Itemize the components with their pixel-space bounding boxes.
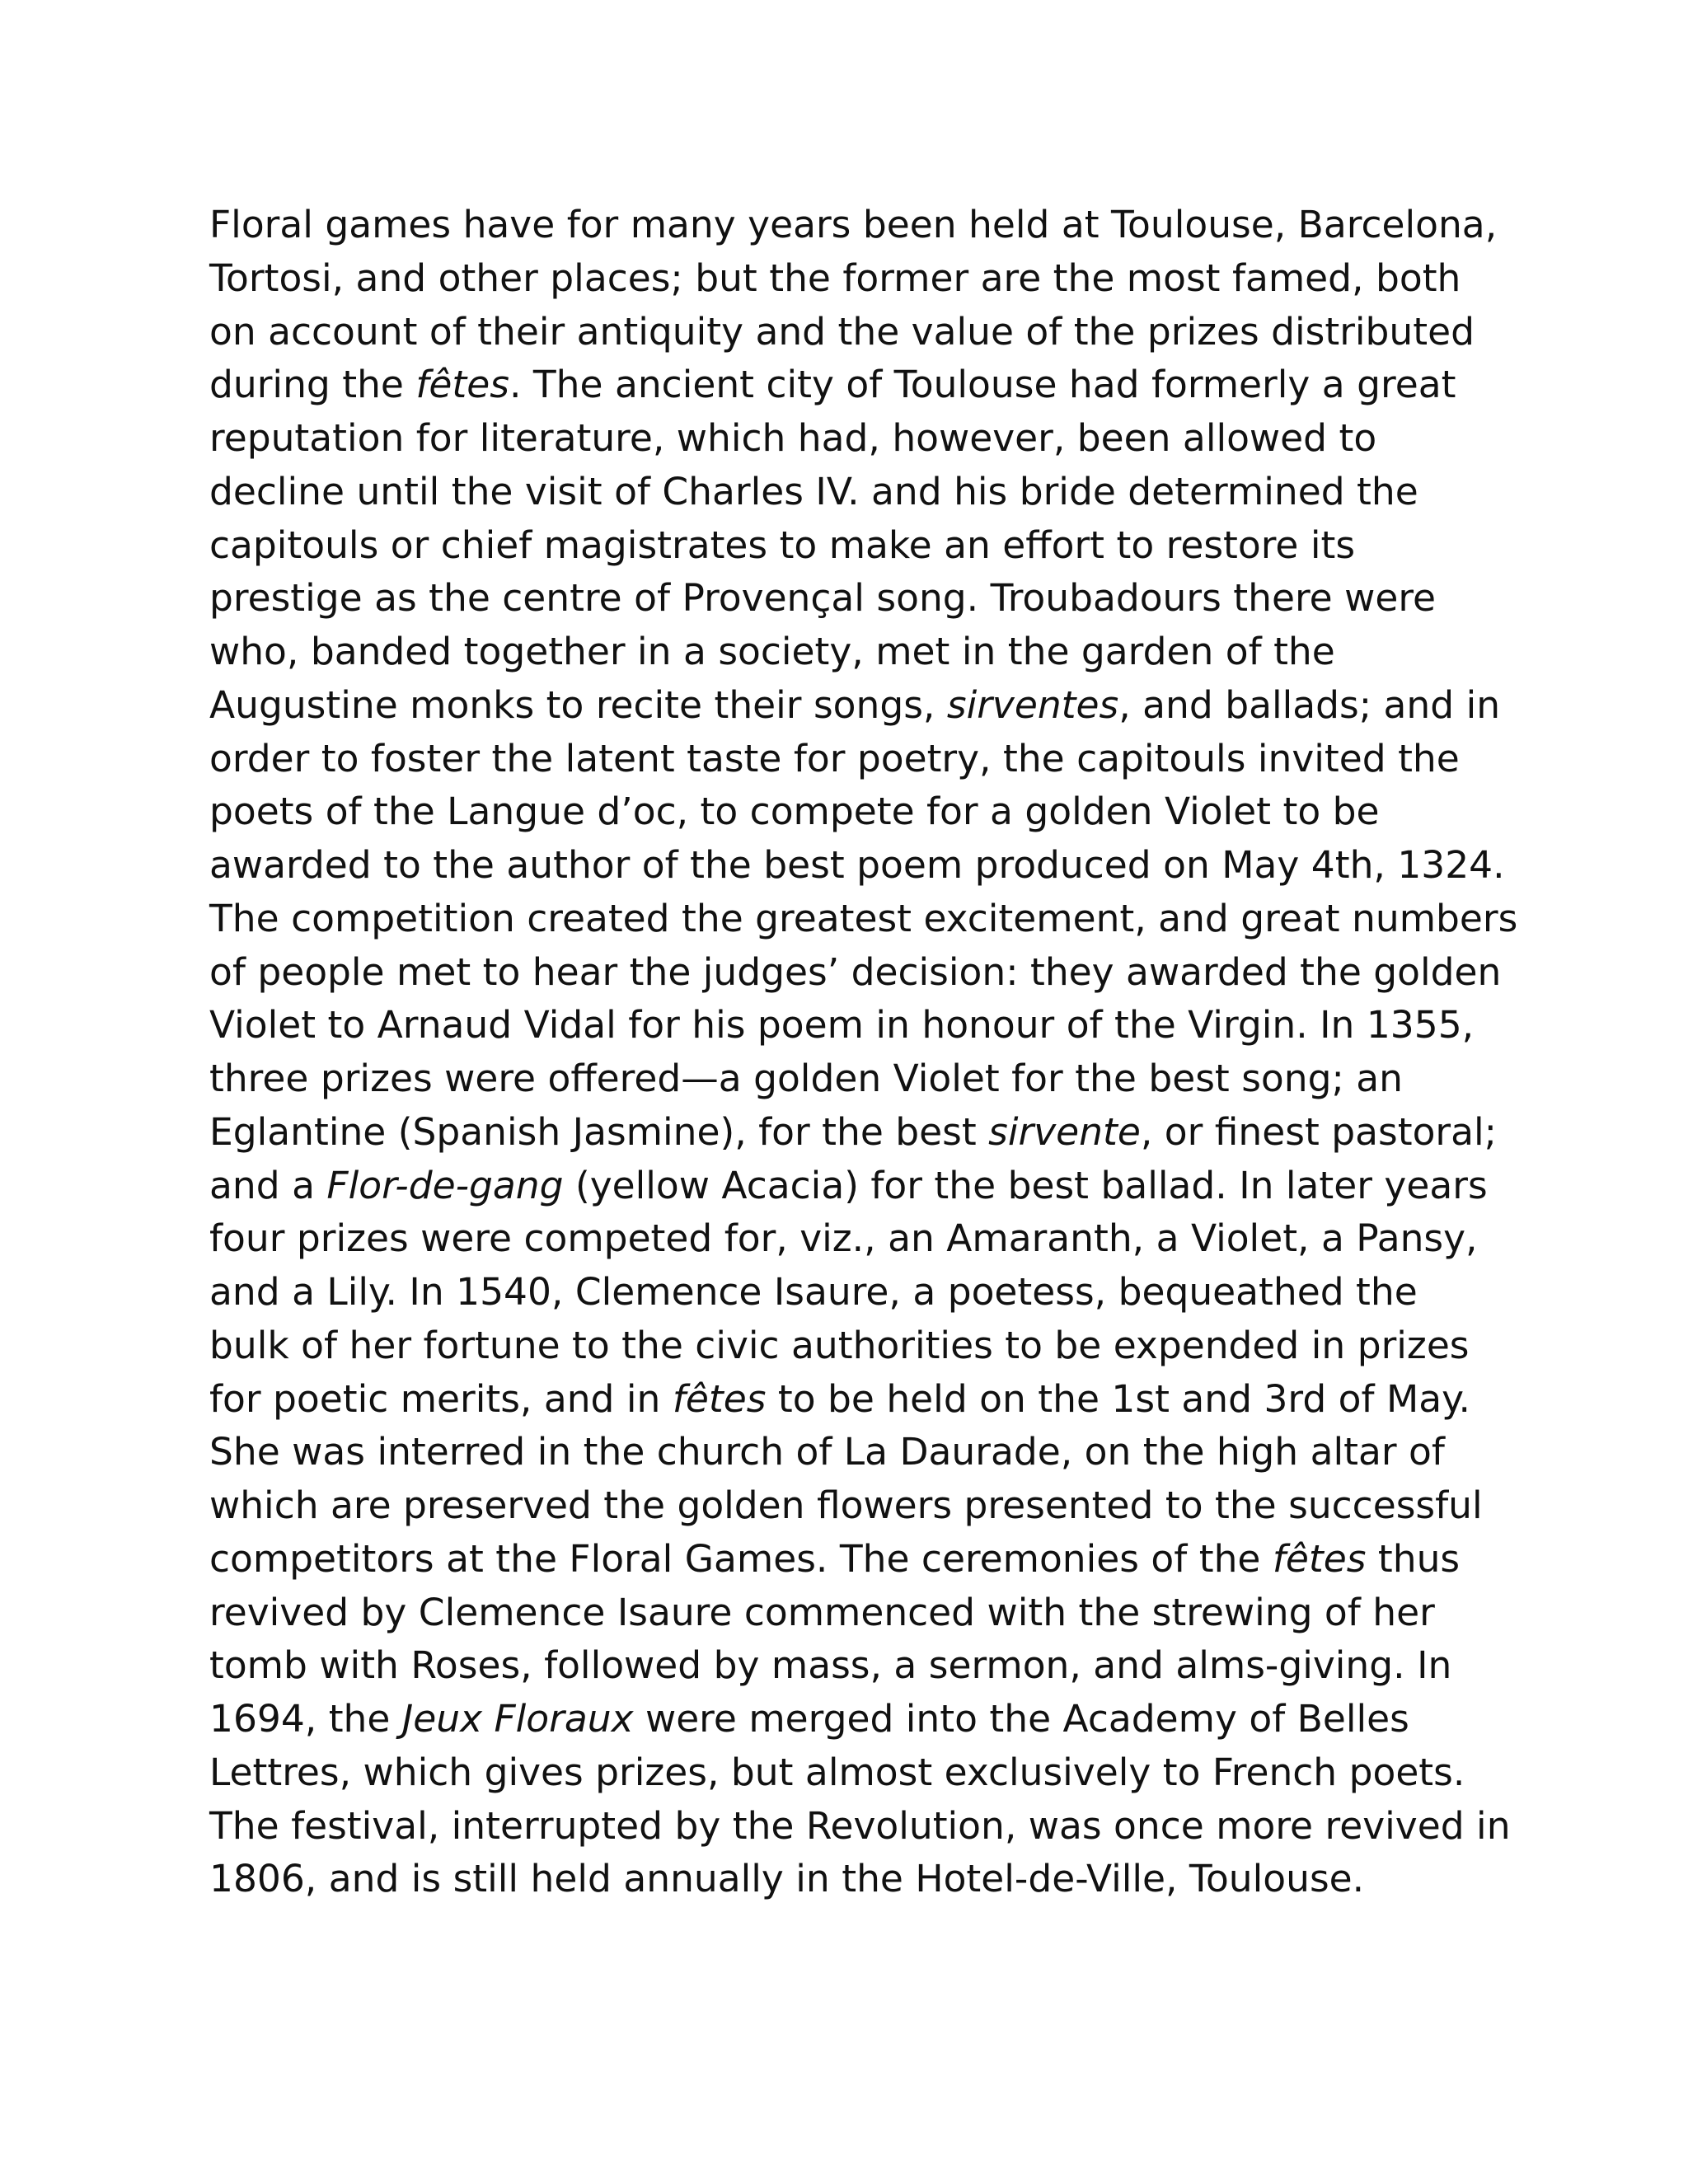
text-line: [209, 1319, 1512, 1373]
text-segment: three prizes were offered—a golden Violet for the best song; an: [209, 1057, 1403, 1100]
text-segment: four prizes were competed for, viz., an Amaranth, a Violet, a Pansy,: [209, 1216, 1478, 1261]
text-line: [209, 519, 1512, 573]
text-line: [209, 412, 1512, 466]
text-segment: tomb with Roses, followed by mass, a sermon, and alms-giving. In: [209, 1643, 1452, 1688]
italic-term: Flor-de-gang: [326, 1163, 564, 1207]
text-segment: Augustine monks to recite their songs,: [209, 682, 947, 727]
text-segment: which are preserved the golden flowers presented to the successful: [209, 1483, 1483, 1527]
text-segment: for poetic merits, and in: [209, 1376, 673, 1421]
text-line: [209, 1746, 1512, 1800]
text-segment: and a Lily. In 1540, Clemence Isaure, a poetess, bequeathed the: [209, 1270, 1418, 1314]
text-segment: , and ballads; and in: [1118, 682, 1501, 727]
italic-term: sirventes: [946, 682, 1119, 727]
text-segment: competitors at the Floral Games. The ceremonies of the: [209, 1536, 1273, 1581]
text-segment: The festival, interrupted by the Revolution, was once more revived in: [209, 1803, 1511, 1848]
text-line: [209, 1052, 1512, 1106]
text-segment: prestige as the centre of Provençal song. Troubadours there were: [209, 576, 1437, 621]
text-segment: . The ancient city of Toulouse had formerly a great: [509, 363, 1456, 407]
text-line: [209, 785, 1512, 839]
text-line: [209, 306, 1512, 359]
text-segment: poets of the Langue d’oc, to compete for a golden Violet to be: [209, 790, 1380, 834]
text-line: [209, 359, 1512, 412]
italic-term: fêtes: [672, 1376, 767, 1421]
italic-term: Jeux Floraux: [401, 1697, 634, 1741]
italic-term: sirvente: [988, 1109, 1141, 1154]
text-line: [209, 1533, 1512, 1586]
text-segment: , or finest pastoral;: [1140, 1109, 1497, 1154]
text-segment: reputation for literature, which had, however, been allowed to: [209, 416, 1377, 460]
italic-term: fêtes: [1272, 1536, 1367, 1581]
text-segment: revived by Clemence Isaure commenced with the strewing of her: [209, 1590, 1435, 1634]
text-segment: were merged into the Academy of Belles: [633, 1697, 1409, 1741]
text-line: [209, 1106, 1512, 1160]
text-line: [209, 1266, 1512, 1319]
body-paragraph: [209, 199, 1518, 1906]
text-line: [209, 1479, 1512, 1533]
text-line: [209, 893, 1518, 946]
italic-term: fêtes: [415, 363, 509, 407]
text-line: [209, 733, 1512, 786]
text-segment: who, banded together in a society, met in the garden of the: [209, 630, 1335, 673]
text-segment: capitouls or chief magistrates to make an effort to restore its: [209, 523, 1356, 567]
text-segment: (yellow Acacia) for the best ballad. In later years: [563, 1163, 1488, 1207]
text-segment: during the: [209, 363, 416, 407]
text-line: [209, 1800, 1512, 1854]
text-line: [209, 199, 1512, 252]
text-segment: Eglantine (Spanish Jasmine), for the best: [209, 1109, 989, 1154]
text-segment: 1806, and is still held annually in the Hotel-de-Ville, Toulouse.: [209, 1857, 1365, 1901]
text-line: [209, 839, 1512, 893]
text-segment: The competition created the greatest excitement, and great numbers: [209, 896, 1518, 940]
text-segment: bulk of her fortune to the civic authorities to be expended in prizes: [209, 1323, 1470, 1367]
text-line: [209, 1426, 1512, 1479]
text-segment: of people met to hear the judges’ decision: they awarded the golden: [209, 949, 1502, 994]
text-line: [209, 1586, 1512, 1640]
text-line: [209, 679, 1512, 733]
text-segment: She was interred in the church of La Daurade, on the high altar of: [209, 1430, 1445, 1474]
text-segment: order to foster the latent taste for poetry, the capitouls invited the: [209, 736, 1460, 780]
text-line: [209, 1853, 1512, 1906]
text-line: [209, 626, 1512, 679]
text-line: [209, 572, 1512, 626]
text-segment: Floral games have for many years been held at Toulouse, Barcelona,: [209, 203, 1498, 246]
text-segment: thus: [1366, 1536, 1461, 1581]
text-line: [209, 1212, 1512, 1266]
text-line: [209, 466, 1512, 519]
text-segment: on account of their antiquity and the value of the prizes distributed: [209, 309, 1475, 354]
text-line: [209, 1373, 1512, 1427]
text-segment: Tortosi, and other places; but the former are the most famed, both: [209, 255, 1461, 300]
text-line: [209, 946, 1512, 1000]
text-segment: 1694, the: [209, 1697, 402, 1741]
text-segment: awarded to the author of the best poem produced on May 4th, 1324.: [209, 843, 1505, 887]
text-line: [209, 1160, 1512, 1213]
text-line: [209, 1693, 1512, 1746]
text-segment: and a: [209, 1163, 327, 1207]
text-line: [209, 252, 1512, 306]
text-segment: Lettres, which gives prizes, but almost exclusively to French poets.: [209, 1750, 1465, 1794]
text-segment: to be held on the 1st and 3rd of May.: [766, 1376, 1471, 1421]
text-segment: Violet to Arnaud Vidal for his poem in honour of the Virgin. In 1355,: [209, 1003, 1475, 1047]
text-line: [209, 1639, 1512, 1693]
text-segment: decline until the visit of Charles IV. and his bride determined the: [209, 469, 1418, 513]
text-line: [209, 999, 1512, 1052]
